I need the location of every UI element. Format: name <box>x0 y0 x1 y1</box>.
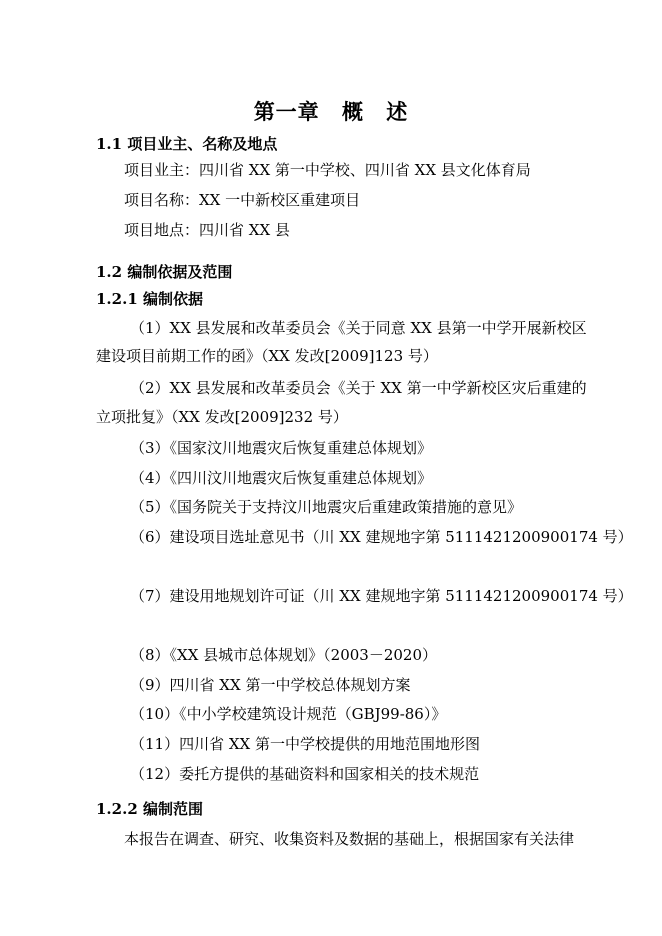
basis-item-7: （7）建设用地规划许可证（川 XX 建规地字第 5111421200900174 号） <box>130 587 633 605</box>
scope-paragraph: 本报告在调查、研究、收集资料及数据的基础上，根据国家有关法律 <box>124 830 575 848</box>
basis-item-1-line1: （1）XX 县发展和改革委员会《关于同意 XX 县第一中学开展新校区 <box>130 319 587 337</box>
basis-item-9: （9）四川省 XX 第一中学校总体规划方案 <box>130 676 411 694</box>
basis-item-11: （11）四川省 XX 第一中学校提供的用地范围地形图 <box>130 735 480 753</box>
project-location-line: 项目地点：四川省 XX 县 <box>124 221 290 239</box>
basis-item-1-line2: 建设项目前期工作的函》（XX 发改[2009]123 号） <box>96 347 438 365</box>
sub-heading-1-2-1: 1.2.1 编制依据 <box>96 290 203 308</box>
basis-item-8: （8）《XX 县城市总体规划》（2003－2020） <box>130 646 438 664</box>
basis-item-5: （5）《国务院关于支持汶川地震灾后重建政策措施的意见》 <box>130 498 523 516</box>
section-heading-1-1: 1.1 项目业主、名称及地点 <box>96 135 278 153</box>
section-heading-1-2: 1.2 编制依据及范围 <box>96 263 233 281</box>
sub-heading-1-2-2: 1.2.2 编制范围 <box>96 800 203 818</box>
project-owner-line: 项目业主：四川省 XX 第一中学校、四川省 XX 县文化体育局 <box>124 161 531 179</box>
basis-item-10: （10）《中小学校建筑设计规范（GBJ99-86）》 <box>130 705 447 723</box>
basis-item-12: （12）委托方提供的基础资料和国家相关的技术规范 <box>130 765 480 783</box>
basis-item-6: （6）建设项目选址意见书（川 XX 建规地字第 5111421200900174 号） <box>130 528 633 546</box>
basis-item-3: （3）《国家汶川地震灾后恢复重建总体规划》 <box>130 439 433 457</box>
basis-item-2-line2: 立项批复》（XX 发改[2009]232 号） <box>96 408 348 426</box>
project-name-line: 项目名称：XX 一中新校区重建项目 <box>124 191 361 209</box>
basis-item-2-line1: （2）XX 县发展和改革委员会《关于 XX 第一中学新校区灾后重建的 <box>130 379 587 397</box>
basis-item-4: （4）《四川汶川地震灾后恢复重建总体规划》 <box>130 469 433 487</box>
chapter-title: 第一章 概 述 <box>253 99 409 124</box>
